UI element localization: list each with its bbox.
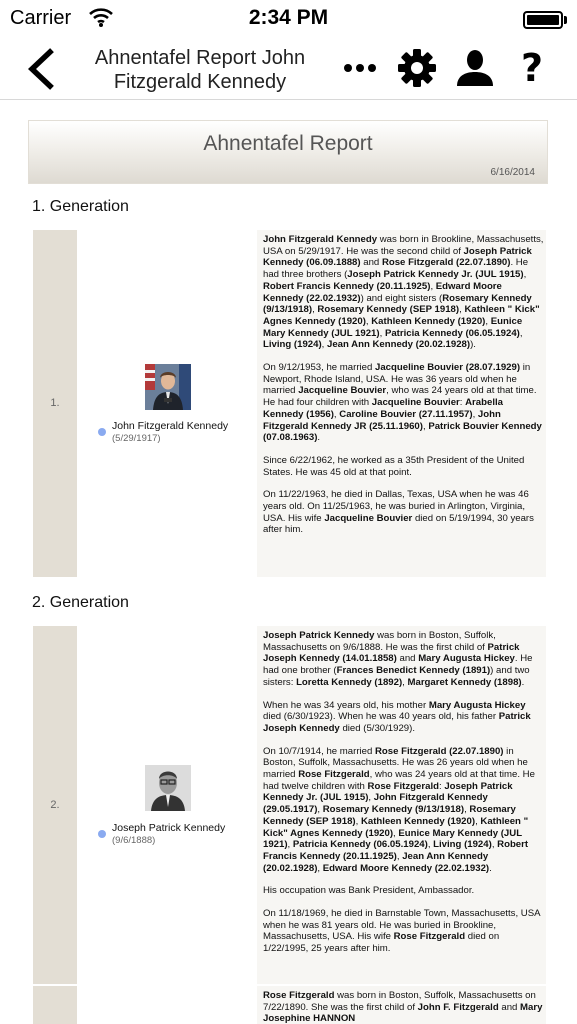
- biography-text: . He had three brothers (: [263, 257, 529, 281]
- person-link[interactable]: Jacqueline Bouvier (28.07.1929): [375, 362, 521, 374]
- biography-text: On 11/22/1963, he died in Dallas, Texas, USA when he was 46 years old. On 11/25/1963, he was buried in Arlington, Virginia, USA. His wife: [263, 489, 529, 524]
- person-link[interactable]: Jacqueline Bouvier: [371, 397, 460, 409]
- biography-text: His occupation was Bank President, Ambassador.: [263, 885, 475, 897]
- biography-text: and: [396, 653, 419, 665]
- biography-text: , who was 24 years old at that time. He had four children with: [263, 385, 537, 409]
- biography-text: ,: [365, 315, 372, 327]
- biography-text: was born in Boston, Suffolk, Massachusetts on 7/22/1890. She was the first child of: [263, 990, 536, 1013]
- user-icon[interactable]: [452, 46, 498, 90]
- page-title: Ahnentafel Report John Fitzgerald Kennedy: [94, 47, 306, 93]
- person-link[interactable]: Rose Fitzgerald: [263, 990, 335, 1001]
- person-number: 1.: [50, 397, 60, 409]
- person-link[interactable]: Mary Josephine HANNON: [263, 1001, 543, 1024]
- person-link[interactable]: Joseph Patrick Kennedy: [263, 630, 375, 641]
- biography-text: ,: [422, 420, 429, 432]
- person-link[interactable]: Joseph Patrick Kennedy (06.09.1888): [263, 245, 532, 269]
- biography-text: On 11/18/1969, he died in Barnstable Town, Massachusetts, USA when he was 81 years old. He was buried in Brookline, Massachusetts, USA. His wife: [263, 908, 540, 943]
- biography-text: ,: [368, 792, 374, 804]
- person-link[interactable]: Kathleen Kennedy (1920): [360, 815, 476, 827]
- biography-text: and: [360, 257, 382, 269]
- person-link[interactable]: Kathleen Kennedy (1920): [371, 315, 486, 327]
- generation-number-column: [33, 986, 77, 1024]
- biography-text: :: [438, 780, 445, 792]
- person-number: 2.: [50, 799, 60, 811]
- report-title: Ahnentafel Report: [203, 132, 373, 155]
- biography-text: On 9/12/1953, he married: [263, 362, 375, 374]
- person-biography: [263, 234, 545, 547]
- person-link[interactable]: Edward Moore Kennedy (22.02.1932): [322, 862, 490, 874]
- biography-text: . He had one brother (: [263, 653, 533, 677]
- person-biography: [263, 990, 545, 1024]
- person-link[interactable]: Jean Ann Kennedy (20.02.1928): [327, 339, 471, 351]
- person-row: [33, 230, 546, 577]
- person-row: [33, 986, 546, 1024]
- biography-text: ,: [475, 815, 481, 827]
- biography-paragraph: [263, 990, 545, 1024]
- person-cell[interactable]: [77, 230, 257, 577]
- person-link[interactable]: John Fitzgerald Kennedy: [263, 234, 378, 245]
- generation-number-column: [33, 230, 77, 577]
- biography-text: ,: [402, 676, 408, 688]
- person-photo[interactable]: [145, 364, 191, 410]
- person-link[interactable]: Jean Ann Kennedy (20.02.1928): [263, 850, 489, 874]
- biography-text: ,: [379, 327, 385, 339]
- biography-text: Since 6/22/1962, he worked as a 35th President of the United States. He was 45 old at that point.: [263, 454, 525, 478]
- biography-text: ,: [396, 850, 403, 862]
- biography-text: ,: [355, 815, 361, 827]
- person-link[interactable]: Rose Fitzgerald: [367, 780, 439, 792]
- biography-text: ,: [485, 315, 491, 327]
- person-indicator-dot: [98, 428, 106, 436]
- biography-paragraph: [263, 700, 545, 735]
- person-link[interactable]: Mary Augusta Hickey: [428, 699, 526, 711]
- biography-text: ) and eight sisters (: [360, 292, 443, 304]
- person-link[interactable]: Edward Moore Kennedy (22.02.1932): [263, 280, 502, 304]
- person-birth-date: (5/29/1917): [112, 433, 161, 444]
- biography-text: When he was 34 years old, his mother: [263, 699, 429, 711]
- person-link[interactable]: Rosemary Kennedy (9/13/1918): [322, 804, 465, 816]
- person-link[interactable]: John Fitzgerald Kennedy JR (25.11.1960): [263, 408, 501, 432]
- biography-text: ).: [470, 339, 476, 351]
- person-link[interactable]: Eunice Mary Kennedy (JUL 1921): [263, 315, 523, 339]
- biography-text: , who was 24 years old at that time. He had twelve children with: [263, 769, 535, 792]
- biography-text: ,: [427, 839, 434, 851]
- person-link[interactable]: Kathleen " Kick" Agnes Kennedy (1920): [263, 304, 540, 327]
- person-link[interactable]: Rose Fitzgerald: [393, 931, 466, 943]
- biography-text: On 10/7/1914, he married: [263, 745, 375, 757]
- report-date: 6/16/2014: [490, 167, 535, 178]
- biography-text: in Boston, Suffolk, Massachusetts. He was 26 years old when he married: [263, 745, 528, 781]
- person-link[interactable]: Patrick Joseph Kennedy: [263, 711, 531, 734]
- biography-text: ,: [317, 862, 323, 874]
- person-link[interactable]: Jacqueline Bouvier: [298, 385, 387, 397]
- person-link[interactable]: Frances Benedict Kennedy (1891): [336, 665, 491, 677]
- biography-paragraph: [263, 234, 545, 351]
- biography-text: .: [489, 862, 492, 874]
- biography-text: ,: [459, 304, 465, 316]
- person-link[interactable]: Living (1924): [263, 339, 322, 351]
- carrier-label: Carrier: [10, 7, 72, 29]
- person-link[interactable]: Margaret Kennedy (1898): [407, 676, 522, 688]
- person-link[interactable]: Rosemary Kennedy (SEP 1918): [317, 304, 460, 316]
- biography-text: in Newport, Rhode Island, USA. He was 36 years old when he married: [263, 362, 531, 397]
- clock: 2:34 PM: [248, 6, 329, 29]
- person-cell[interactable]: [77, 626, 257, 984]
- biography-text: died on 5/19/1994, 30 years after him.: [263, 512, 534, 536]
- person-link[interactable]: Eunice Mary Kennedy (JUL 1921): [263, 827, 522, 851]
- person-link[interactable]: Patrick Bouvier Kennedy (07.08.1963): [263, 420, 542, 444]
- biography-text: died (5/30/1929).: [339, 722, 415, 734]
- gear-icon[interactable]: [394, 46, 440, 90]
- status-bar: [0, 0, 577, 38]
- person-link[interactable]: Rosemary Kennedy (9/13/1918): [263, 292, 532, 316]
- biography-paragraph: [263, 746, 545, 875]
- person-link[interactable]: Kathleen " Kick" Agnes Kennedy (1920): [263, 815, 529, 839]
- person-link[interactable]: Robert Francis Kennedy (20.11.1925): [263, 839, 529, 862]
- biography-paragraph: [263, 455, 545, 478]
- person-link[interactable]: Caroline Bouvier (27.11.1957): [339, 408, 473, 420]
- person-link[interactable]: Rosemary Kennedy (SEP 1918): [263, 804, 516, 827]
- person-name[interactable]: John Fitzgerald Kennedy: [112, 420, 229, 432]
- help-question-icon[interactable]: ?: [520, 46, 544, 90]
- navigation-bar: [0, 38, 577, 100]
- generation-number-column: [33, 626, 77, 984]
- person-cell[interactable]: [77, 986, 257, 1024]
- report-header: [28, 120, 548, 184]
- biography-text: was born in Boston, Suffolk, Massachusetts on 9/6/1888. He was the first child of: [263, 630, 496, 653]
- person-link[interactable]: Patricia Kennedy (06.05.1924): [292, 839, 428, 851]
- biography-text: ,: [491, 839, 498, 851]
- person-name[interactable]: Joseph Patrick Kennedy: [112, 822, 226, 834]
- biography-text: ,: [312, 304, 318, 316]
- biography-text: and: [498, 1001, 521, 1013]
- person-row: [33, 626, 546, 984]
- biography-text: ,: [317, 804, 323, 816]
- person-link[interactable]: Patrick Joseph Kennedy (14.01.1858): [263, 641, 520, 665]
- person-link[interactable]: Mary Augusta Hickey: [418, 653, 515, 665]
- biography-text: ,: [393, 827, 399, 839]
- biography-text: :: [459, 397, 466, 409]
- biography-text: died (6/30/1923). When he was 40 years old, his father: [263, 711, 499, 723]
- person-link[interactable]: Jacqueline Bouvier: [324, 512, 413, 524]
- biography-text: .: [521, 676, 525, 688]
- biography-text: ,: [287, 839, 293, 851]
- biography-text: ,: [430, 280, 436, 292]
- more-dots-icon[interactable]: [338, 46, 382, 90]
- biography-paragraph: [263, 885, 545, 897]
- biography-text: died on 1/22/1995, 25 years after him.: [263, 931, 500, 955]
- battery-icon: [523, 11, 567, 29]
- biography-paragraph: [263, 908, 545, 955]
- biography-paragraph: [263, 489, 545, 536]
- person-link[interactable]: Arabella Kennedy (1956): [263, 397, 503, 420]
- person-link[interactable]: Joseph Patrick Kennedy Jr. (JUL 1915): [347, 269, 524, 281]
- generation-heading: 1. Generation: [32, 198, 129, 215]
- person-biography: [263, 630, 545, 966]
- biography-text: ,: [333, 408, 340, 420]
- person-link[interactable]: Rose Fitzgerald: [298, 769, 370, 781]
- person-photo[interactable]: [145, 765, 191, 811]
- biography-text: ) and two sisters:: [263, 665, 530, 688]
- back-chevron-icon[interactable]: [22, 46, 62, 92]
- person-birth-date: (9/6/1888): [112, 835, 156, 846]
- person-link[interactable]: Patricia Kennedy (06.05.1924): [384, 327, 520, 339]
- biography-text: ,: [523, 269, 527, 281]
- biography-text: ,: [464, 804, 470, 816]
- person-link[interactable]: Joseph Patrick Kennedy Jr. (JUL 1915): [263, 780, 513, 804]
- person-link[interactable]: John F. Fitzgerald: [417, 1001, 499, 1013]
- person-link[interactable]: Robert Francis Kennedy (20.11.1925): [263, 280, 431, 292]
- biography-text: ,: [519, 327, 523, 339]
- biography-paragraph: [263, 362, 545, 444]
- person-link[interactable]: Rose Fitzgerald (22.07.1890): [381, 257, 511, 269]
- biography-text: ,: [321, 339, 327, 351]
- biography-paragraph: [263, 630, 545, 689]
- biography-text: was born in Brookline, Massachusetts, USA on 5/29/1917. He was the second child of: [263, 234, 544, 257]
- person-link[interactable]: Loretta Kennedy (1892): [296, 676, 403, 688]
- person-link[interactable]: Living (1924): [433, 839, 492, 851]
- generation-heading: 2. Generation: [32, 594, 129, 611]
- biography-text: .: [317, 432, 321, 444]
- person-link[interactable]: John Fitzgerald Kennedy (29.05.1917): [263, 792, 488, 816]
- biography-text: ,: [472, 408, 478, 420]
- person-link[interactable]: Rose Fitzgerald (22.07.1890): [375, 745, 504, 757]
- person-indicator-dot: [98, 830, 106, 838]
